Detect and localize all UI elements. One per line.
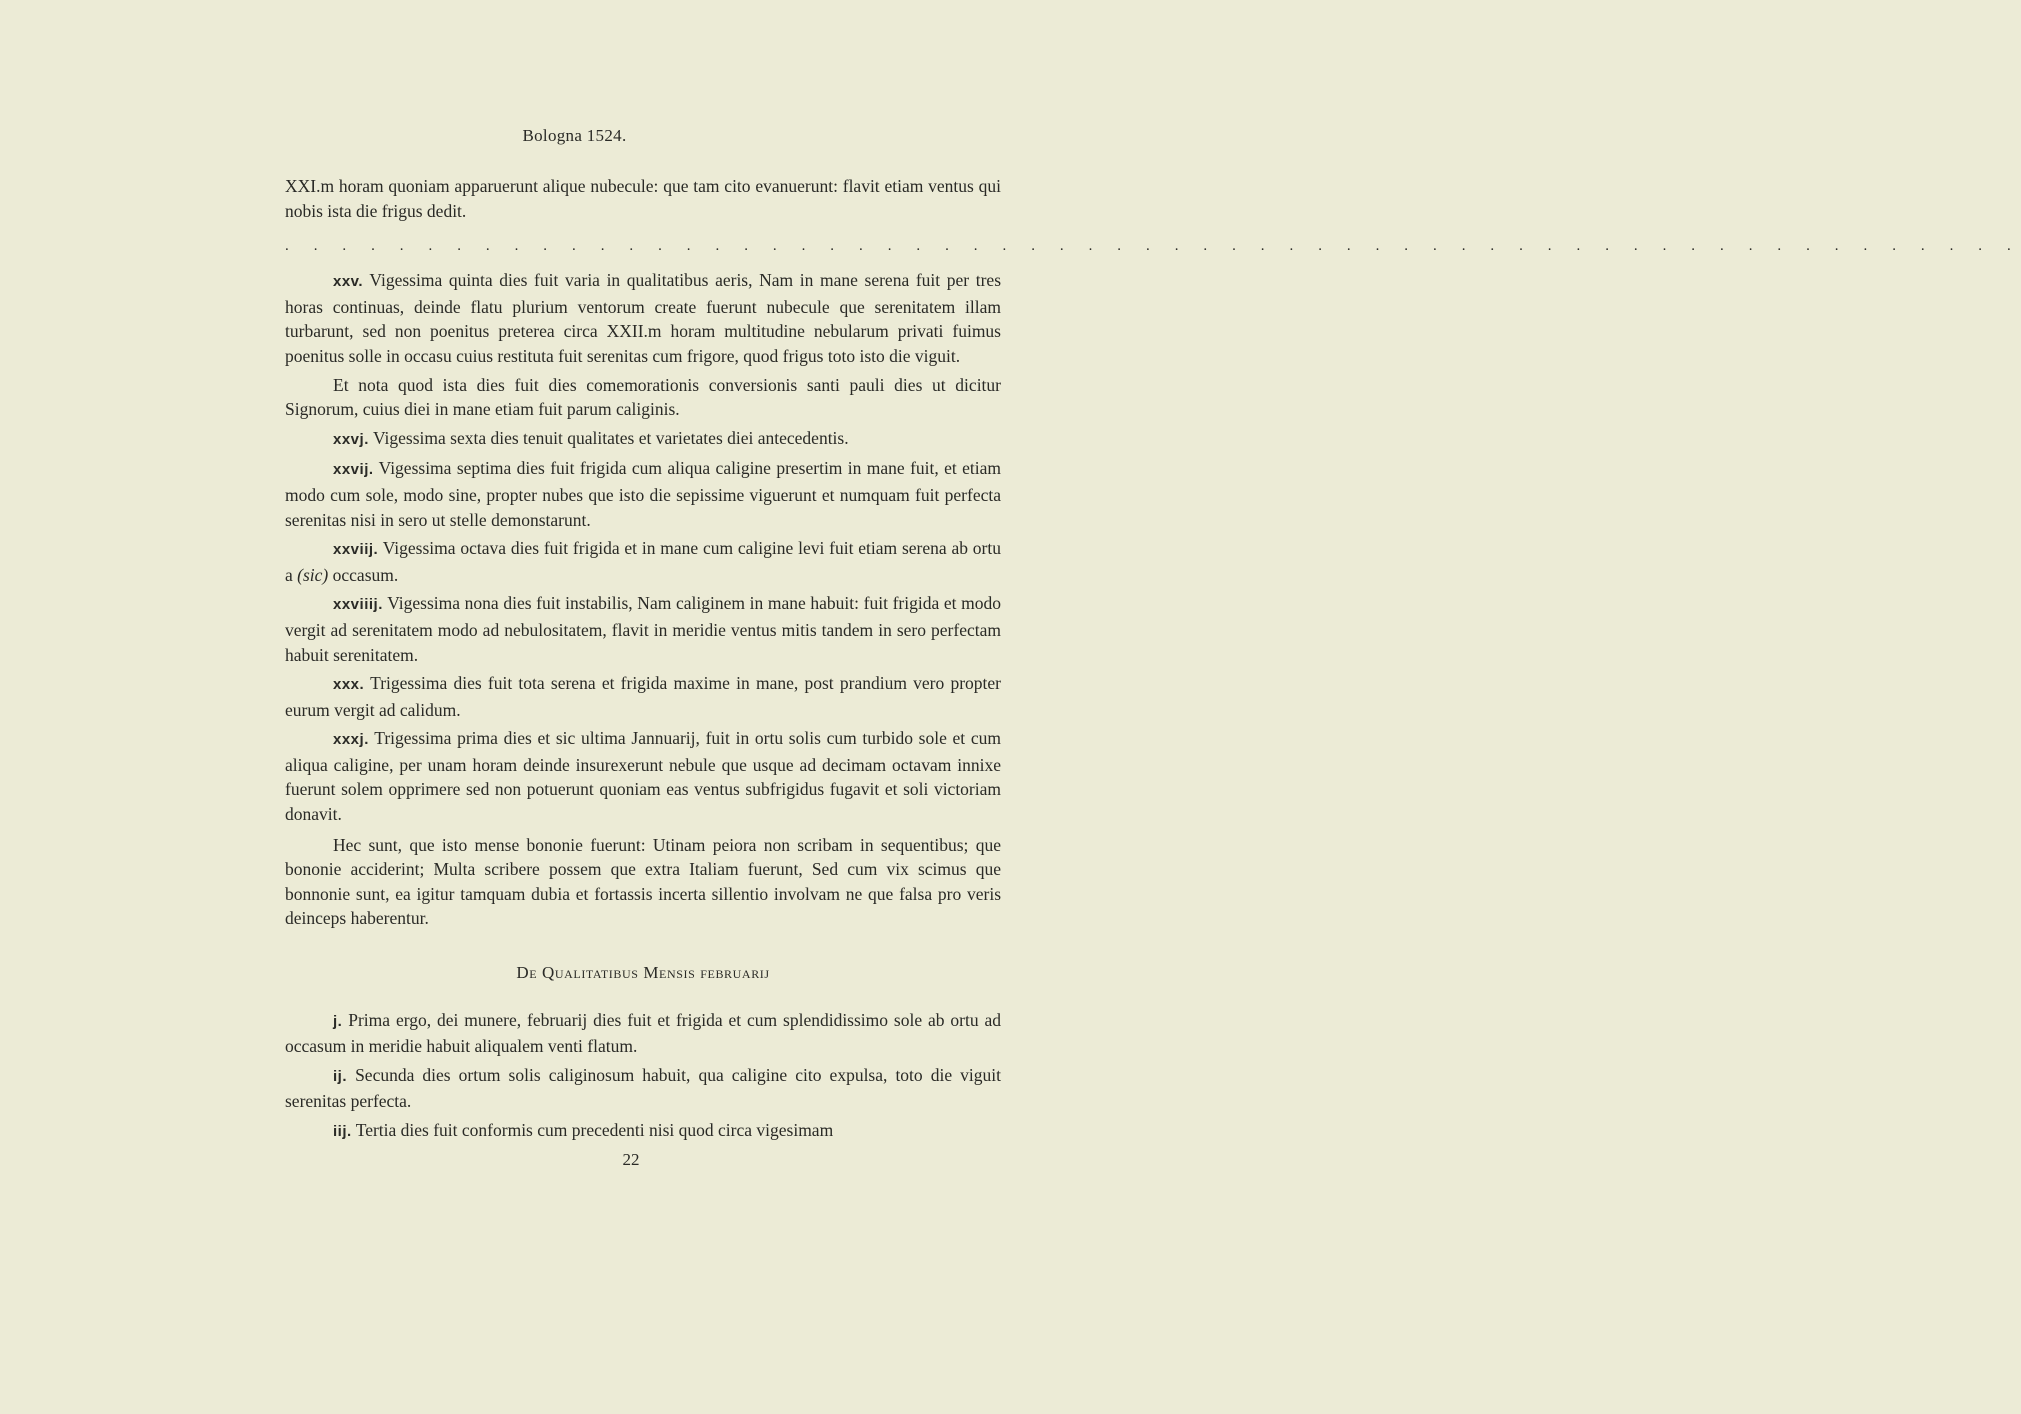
entry-text: Vigessima octava dies fuit frigida et in mane cum caligine levi fuit etiam serena ab ortu a (285, 538, 1001, 585)
running-title: Bologna 1524. (522, 126, 627, 145)
entry-xxvij (285, 456, 1001, 532)
page-number: 22 (622, 1150, 640, 1169)
ellipsis-dots-row: . . . . . . . . . . . . . . . . . . . . . . . . . . . . . . . . . . . . . . . . . . . . . . . . . . . . . . . . . . . . . (285, 238, 2021, 255)
paragraph-xxi: XXI.m horam quoniam apparuerunt alique nubecule: que tam cito evanuerunt: flavit etiam ventus qui nobis ista die frigus dedit. (285, 176, 1001, 221)
page-body (285, 174, 2021, 1149)
entry-text: Secunda dies ortum solis caliginosum habuit, qua caligine cito expulsa, toto die viguit serenitas perfecta. (285, 1064, 1001, 1112)
entry-number: xxxj. (333, 731, 369, 749)
entry-feb-ij (285, 1063, 1001, 1114)
entry-xxxj (285, 726, 1001, 826)
entry-number: xxv. (333, 273, 364, 291)
entry-feb-iij (285, 1118, 1001, 1145)
entry-text: Tertia dies fuit conformis cum precedenti nisi quod circa vigesimam (355, 1120, 834, 1140)
paragraph-nota: Et nota quod ista dies fuit dies comemorationis conversionis santi pauli dies ut dicitur Signorum, cuius diei in mane etiam fuit parum caliginis. (285, 374, 1001, 420)
entry-text: Vigessima quinta dies fuit varia in qualitatibus aeris, Nam in mane serena fuit per tres horas continuas, deinde flatu plurium ventorum create fuerunt nubecule que serenitatem illam turbarunt, sed non poenitus preterea circa XXII.m horam multitudine nebularum privati fuimus poenitus solle in occasu cuius restituta fuit serenitas cum frigore, quod frigus toto isto die viguit. (285, 270, 1001, 366)
entry-xxx (285, 671, 1001, 722)
entry-number: xxvij. (333, 461, 374, 479)
entry-number: iij. (333, 1123, 352, 1140)
entry-text-end: occasum. (332, 564, 399, 585)
entry-text: Trigessima prima dies et sic ultima Jannuarij, fuit in ortu solis cum turbido sole et cum aliqua caligine, per unam horam deinde insurexerunt nebule que usque ad decimam octavam innixe fuerunt solem opprimere sed non potuerunt quoniam eas ventus subfrigidus fugavit et soli victoriam donavit. (285, 728, 1001, 825)
entry-text: Vigessima sexta dies tenuit qualitates et varietates diei antecedentis. (372, 427, 849, 448)
entry-xxviij (285, 536, 1001, 587)
entry-text: Vigessima septima dies fuit frigida cum aliqua caligine presertim in mane fuit, et etiam modo cum sole, modo sine, propter nubes que isto die sepissime viguerunt et numquam fuit perfecta serenitas nisi in sero ut stelle demonstarunt. (285, 458, 1002, 530)
entry-text: Prima ergo, dei munere, februarij dies fuit et frigida et cum splendidissimo sole ab ortu ad occasum in meridie habuit aliqualem venti flatum. (285, 1009, 1002, 1057)
entry-number: xxvj. (333, 430, 369, 448)
entry-number: ij. (333, 1067, 348, 1085)
entry-number: xxviiij. (333, 596, 383, 614)
entry-xxviiij (285, 591, 1001, 667)
entry-number: j. (333, 1012, 343, 1030)
entry-feb-j (285, 1008, 1001, 1059)
entry-number: xxx. (333, 676, 365, 694)
entry-xxvj (285, 426, 1001, 453)
entry-number: xxviij. (333, 541, 379, 559)
sic-annotation: (sic) (297, 564, 329, 585)
entry-text: Vigessima nona dies fuit instabilis, Nam caliginem in mane habuit: fuit frigida et modo vergit ad serenitatem modo ad nebulositatem, flavit in meridie ventus mitis tandem in sero perfectam habuit serenitatem. (285, 593, 1001, 665)
entry-text: Trigessima dies fuit tota serena et frigida maxime in mane, post prandium vero propter eurum vergit ad calidum. (285, 673, 1002, 720)
paragraph-hec: Hec sunt, que isto mense bononie fuerunt: Utinam peiora non scribam in sequentibus; que bononie acciderint; Multa scribere possem que extra Italiam fuerunt, Sed cum vix scimus que bonnonie sunt, ea igitur tamquam dubia et fortassis incerta sillentio involvam ne que falsa pro veris deinceps haberentur. (285, 834, 1001, 929)
entry-xxv (285, 268, 1001, 368)
section-heading: De Qualitatibus Mensis februarij (516, 963, 770, 983)
